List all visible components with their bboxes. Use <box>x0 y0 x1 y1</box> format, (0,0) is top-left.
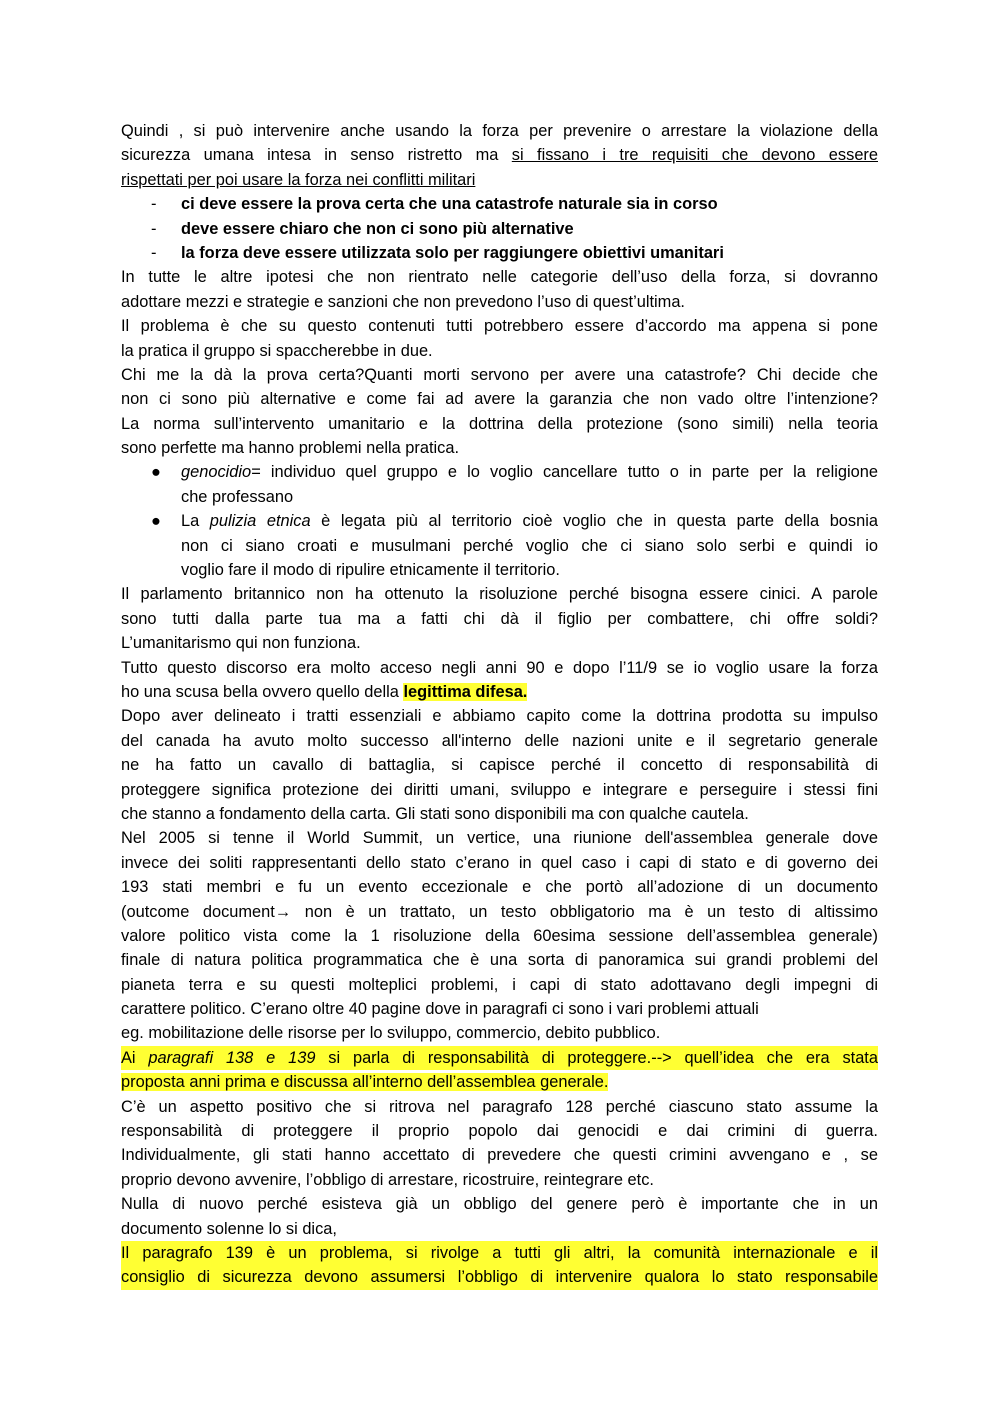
text-line: Individualmente, gli stati hanno accettato di prevedere che questi crimini avvengano e , se <box>121 1146 878 1165</box>
text-line: proteggere significa protezione dei diritti umani, sviluppo e integrare e perseguire i stessi fini <box>121 780 878 799</box>
text-line <box>121 1070 878 1094</box>
text-line: Quindi , si può intervenire anche usando la forza per prevenire o arrestare la violazione della <box>121 122 878 140</box>
text-line: documento solenne lo si dica, <box>121 1219 337 1238</box>
text-line: valore politico vista come la 1 risoluzione della 60esima sessione dell’assemblea generale) <box>121 926 878 945</box>
text-line: Il parlamento britannico non ha ottenuto la risoluzione perché bisogna essere cinici. A parole <box>121 585 878 604</box>
text-line: proprio devono avvenire, l’obbligo di arrestare, ricostruire, reintegrare etc. <box>121 1170 654 1189</box>
text-line: Tutto questo discorso era molto acceso negli anni 90 e dopo l’11/9 se io voglio usare la forza <box>121 658 878 677</box>
text-line: Chi me la dà la prova certa?Quanti morti servono per avere una catastrofe? Chi decide che <box>121 365 878 384</box>
text-line: (outcome document→ non è un trattato, un testo obbligatorio ma è un testo di altissimo <box>121 902 878 921</box>
requirement-item: - deve essere chiaro che non ci sono più alternative <box>121 217 878 241</box>
highlighted-line: consiglio di sicurezza devono assumersi l’obbligo di intervenire qualora lo stato responsabile <box>121 1265 878 1289</box>
highlighted-line: Ai paragrafi 138 e 139 si parla di responsabilità di proteggere.--> quell’idea che era stata <box>121 1046 878 1070</box>
text-line: finale di natura politica programmatica che è una sorta di panoramica sui grandi problemi del <box>121 951 878 970</box>
bullet-item: ● La pulizia etnica è legata più al territorio cioè voglio che in questa parte della bosnia <box>121 509 878 533</box>
highlighted-text: proposta anni prima e discussa all’interno dell’assemblea generale. <box>121 1073 609 1092</box>
underlined-text: rispettati per poi usare la forza nei conflitti militari <box>121 170 476 189</box>
text-line: Dopo aver delineato i tratti essenziali e abbiamo capito come la dottrina prodotta su impulso <box>121 707 878 726</box>
text-line: Il problema è che su questo contenuti tutti potrebbero essere d’accordo ma appena si pone <box>121 317 878 336</box>
bullet-item: ● genocidio= individuo quel gruppo e lo voglio cancellare tutto o in parte per la religione <box>121 460 878 484</box>
text-line: pianeta terra e su questi molteplici problemi, i capi di stato adottavano degli impegni di <box>121 975 878 994</box>
text-line <box>121 168 878 192</box>
text-line: invece dei soliti rappresentanti dello stato c’erano in quel caso i capi di stato e di governo dei <box>121 853 878 872</box>
text-line: che stanno a fondamento della carta. Gli stati sono disponibili ma con qualche cautela. <box>121 804 749 823</box>
text-line: non ci sono più alternative e come fai ad avere la garanzia che non vado oltre l’intenzione? <box>121 390 878 409</box>
text-line: L’umanitarismo qui non funziona. <box>121 634 361 653</box>
text-line: C’è un aspetto positivo che si ritrova nel paragrafo 128 perché ciascuno stato assume la <box>121 1097 878 1116</box>
highlighted-line: Il paragrafo 139 è un problema, si rivolge a tutti gli altri, la comunità internazionale e il <box>121 1241 878 1265</box>
text-line: Nel 2005 si tenne il World Summit, un vertice, una riunione dell'assemblea generale dove <box>121 829 878 848</box>
requirement-item: - ci deve essere la prova certa che una catastrofe naturale sia in corso <box>121 192 878 216</box>
text-line: ho una scusa bella ovvero quello della legittima difesa. <box>121 682 528 701</box>
bullet-item-continuation: voglio fare il modo di ripulire etnicamente il territorio. <box>181 561 560 580</box>
bullet-marker: ● <box>151 512 161 531</box>
bullet-item-continuation: non ci siano croati e musulmani perché voglio che ci siano solo serbi e quindi io <box>181 536 878 555</box>
text-line: responsabilità di proteggere il proprio popolo dai genocidi e dai crimini di guerra. <box>121 1122 878 1141</box>
dash-marker: - <box>151 195 157 214</box>
text-line: eg. mobilitazione delle risorse per lo sviluppo, commercio, debito pubblico. <box>121 1024 661 1043</box>
text-line: carattere politico. C’erano oltre 40 pagine dove in paragrafi ci sono i vari problemi attuali <box>121 1000 759 1019</box>
text-line: La norma sull’intervento umanitario e la dottrina della protezione (sono simili) nella teoria <box>121 414 878 433</box>
text-line: del canada ha avuto molto successo all'interno delle nazioni unite e il segretario generale <box>121 731 878 750</box>
underlined-text: si fissano i tre requisiti che devono essere <box>511 146 878 165</box>
bullet-item-continuation: che professano <box>181 487 294 506</box>
text-line: 193 stati membri e fu un evento eccezionale e che portò all’adozione di un documento <box>121 878 878 897</box>
dash-marker: - <box>151 219 157 238</box>
text-line: la pratica il gruppo si spaccherebbe in due. <box>121 341 433 360</box>
text-line: ne ha fatto un cavallo di battaglia, si capisce perché il concetto di responsabilità di <box>121 756 878 775</box>
text-line: sicurezza umana intesa in senso ristretto ma si fissano i tre requisiti che devono essere <box>121 146 878 165</box>
document-page <box>121 119 878 1290</box>
highlighted-text: legittima difesa. <box>403 682 528 701</box>
text-line: In tutte le altre ipotesi che non rientrato nelle categorie dell’uso della forza, si dovranno <box>121 268 878 287</box>
text-line: Nulla di nuovo perché esisteva già un obbligo del genere però è importante che in un <box>121 1195 878 1214</box>
requirement-item: - la forza deve essere utilizzata solo per raggiungere obiettivi umanitari <box>121 241 878 265</box>
dash-marker: - <box>151 243 157 262</box>
text-line: sono perfette ma hanno problemi nella pratica. <box>121 439 460 458</box>
bullet-marker: ● <box>151 463 161 482</box>
text-line: adottare mezzi e strategie e sanzioni che non prevedono l’uso di quest’ultima. <box>121 292 685 311</box>
text-line: sono tutti dalla parte tua ma a fatti chi dà il figlio per combattere, chi offre soldi? <box>121 609 878 628</box>
